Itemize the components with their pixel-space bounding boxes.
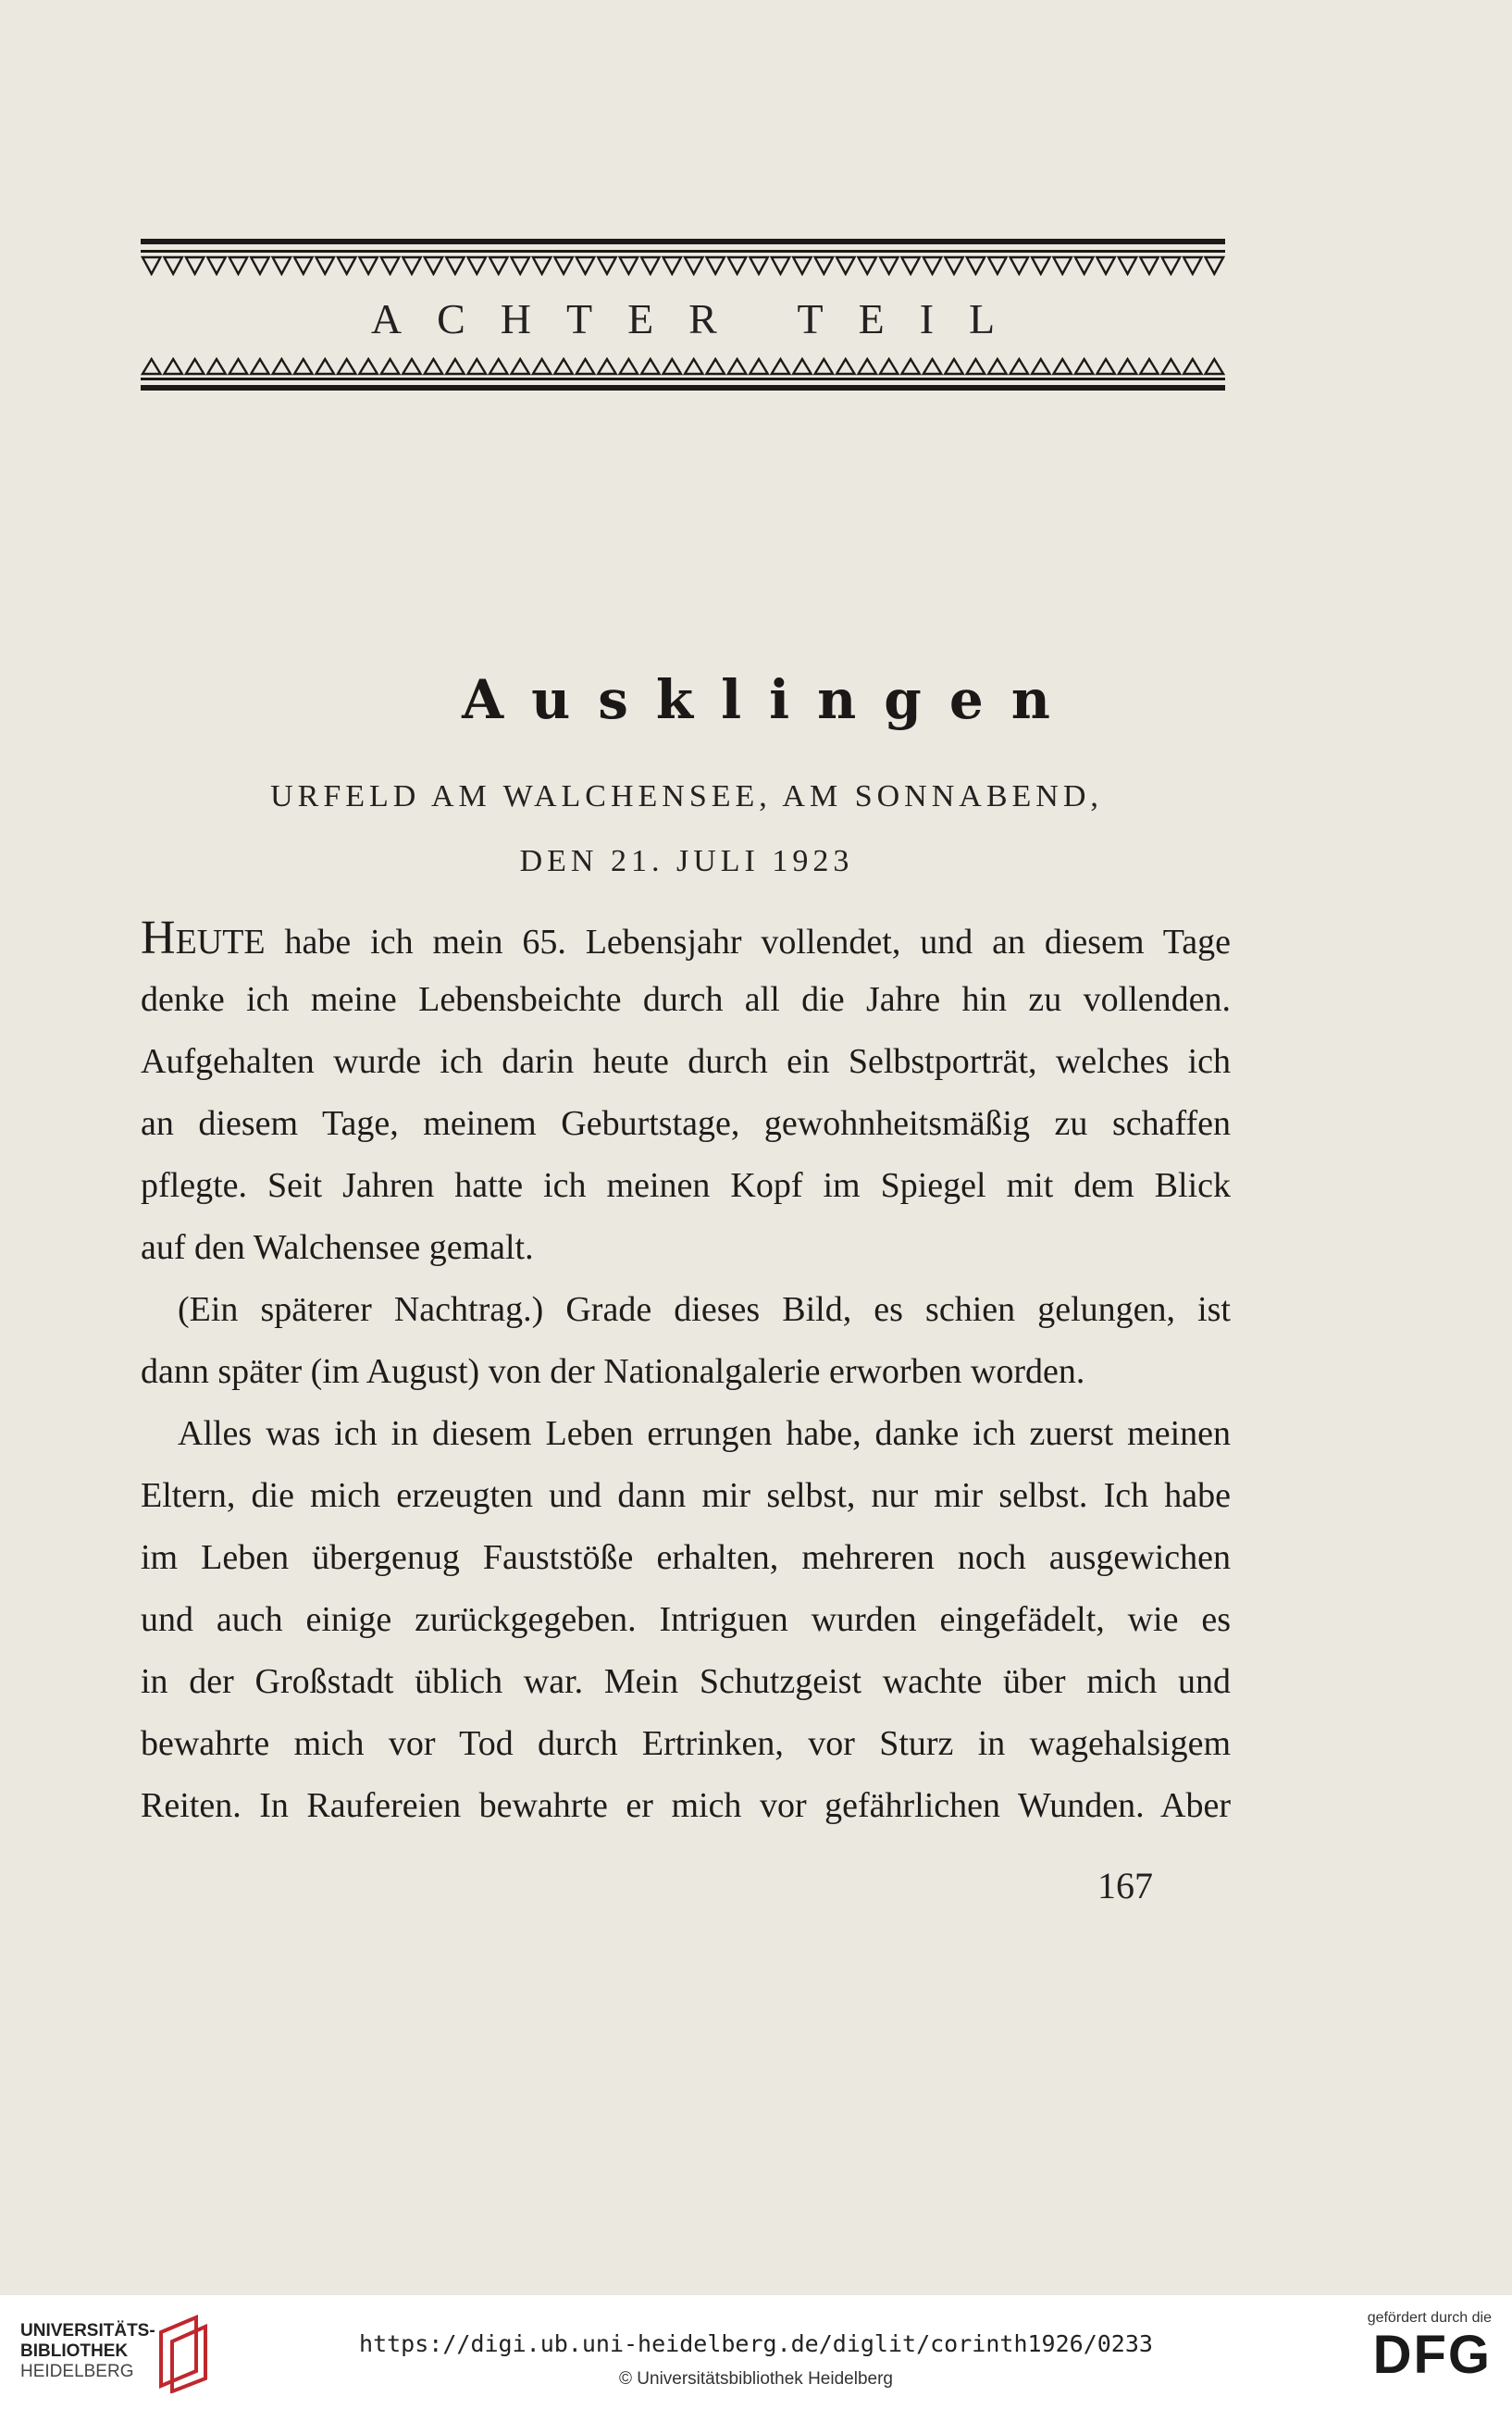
body-text <box>141 907 1231 1837</box>
body-line: im Leben übergenug Fauststöße erhalten, mehreren noch ausgewichen <box>141 1538 1231 1577</box>
body-line: und auch einige zurückgegeben. Intriguen wurden eingefädelt, wie es <box>141 1600 1231 1639</box>
page-number: 167 <box>1097 1865 1153 1906</box>
viewer-footer <box>0 2295 1512 2409</box>
body-line: Reiten. In Raufereien bewahrte er mich vor gefährlichen Wunden. Aber <box>141 1786 1231 1825</box>
part-title: ACHTER TEIL <box>370 295 1031 342</box>
subtitle-place: URFELD AM WALCHENSEE, AM SONNABEND, <box>270 779 1103 813</box>
copyright-notice: © Universitätsbibliothek Heidelberg <box>619 2369 893 2389</box>
body-line: an diesem Tage, meinem Geburtstage, gewohnheitsmäßig zu schaffen <box>141 1104 1231 1143</box>
initial-letter: H <box>141 912 176 964</box>
library-name-line1: UNIVERSITÄTS- <box>20 2321 155 2341</box>
subtitle-date: DEN 21. JULI 1923 <box>519 844 854 878</box>
body-line: in der Großstadt üblich war. Mein Schutzgeist wachte über mich und <box>141 1662 1231 1701</box>
body-line <box>141 907 1231 969</box>
library-name-line2: BIBLIOTHEK <box>20 2341 129 2361</box>
body-line: bewahrte mich vor Tod durch Ertrinken, vor Sturz in wagehalsigem <box>141 1724 1231 1763</box>
body-line: denke ich meine Lebensbeichte durch all die Jahre hin zu vollenden. <box>141 980 1231 1019</box>
permalink-url[interactable]: https://digi.ub.uni-heidelberg.de/diglit/corinth1926/0233 <box>359 2330 1153 2357</box>
body-line: Alles was ich in diesem Leben errungen habe, danke ich zuerst meinen <box>178 1414 1231 1453</box>
header-ornament-top <box>141 239 1225 285</box>
triangle-border-up <box>141 357 1225 376</box>
funder-name: DFG <box>1372 2325 1492 2385</box>
triangle-border-down <box>141 255 1225 276</box>
header-ornament-bottom <box>141 357 1225 394</box>
smallcaps-word: EUTE <box>175 923 266 962</box>
body-line: dann später (im August) von der Nationalgalerie erworben worden. <box>141 1352 1085 1391</box>
body-line: Aufgehalten wurde ich darin heute durch ein Selbstporträt, welches ich <box>141 1042 1231 1081</box>
body-line: auf den Walchensee gemalt. <box>141 1228 534 1267</box>
body-line: Eltern, die mich erzeugten und dann mir selbst, nur mir selbst. Ich habe <box>141 1476 1231 1515</box>
body-line: (Ein späterer Nachtrag.) Grade dieses Bild, es schien gelungen, ist <box>178 1290 1231 1329</box>
funding-note: gefördert durch die <box>1367 2310 1492 2326</box>
body-line: pflegte. Seit Jahren hatte ich meinen Kopf im Spiegel mit dem Blick <box>141 1166 1231 1205</box>
funder-logo[interactable] <box>1368 2310 1492 2384</box>
body-line-rest: habe ich mein 65. Lebensjahr vollendet, und an diesem Tage <box>265 923 1231 962</box>
chapter-title: Ausklingen <box>462 668 1078 731</box>
library-name-line3: HEIDELBERG <box>20 2362 134 2381</box>
